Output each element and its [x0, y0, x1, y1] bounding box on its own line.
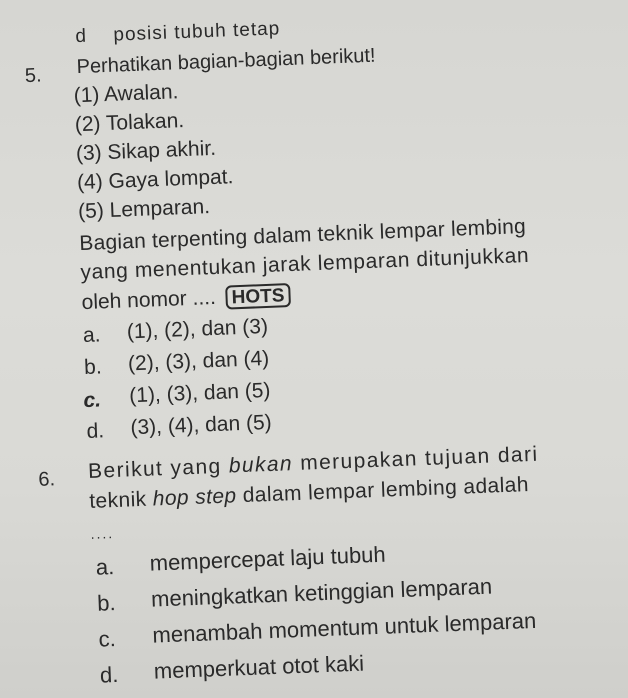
q6-line2-pre: teknik — [88, 487, 154, 513]
prev-option-letter: d — [75, 25, 87, 48]
q6-option-d-letter: d. — [99, 661, 119, 688]
q5-option-b-letter: b. — [83, 355, 103, 380]
q5-item-1: (1) Awalan. — [73, 80, 179, 108]
q5-option-a-text[interactable]: (1), (2), dan (3) — [126, 314, 269, 344]
q5-stem-line-2: yang menentukan jarak lemparan ditunjukkan — [80, 243, 530, 285]
q5-option-c-letter: c. — [82, 388, 102, 413]
q6-ellipsis: .... — [90, 525, 115, 542]
q5-stem-line-1: Bagian terpenting dalam teknik lempar lembing — [78, 214, 527, 256]
q5-option-c-text[interactable]: (1), (3), dan (5) — [128, 378, 271, 408]
q6-option-c-letter: c. — [98, 626, 117, 652]
q6-option-d-text[interactable]: memperkuat otot kaki — [153, 650, 365, 684]
prev-option-text: posisi tubuh tetap — [113, 18, 281, 46]
q6-line2-post: dalam lempar lembing adalah — [236, 473, 530, 508]
q6-line2-em: hop step — [152, 484, 237, 511]
q5-option-d-text[interactable]: (3), (4), dan (5) — [130, 410, 273, 440]
q5-stem-line-3 — [81, 283, 291, 315]
question-6-number: 6. — [38, 468, 56, 491]
q6-line1-em: bukan — [228, 452, 294, 478]
q5-option-a-letter: a. — [82, 323, 101, 348]
question-5-intro: Perhatikan bagian-bagian berikut! — [76, 44, 376, 79]
q6-option-b-letter: b. — [96, 590, 117, 616]
q5-option-b-text[interactable]: (2), (3), dan (4) — [127, 346, 270, 376]
hots-badge: HOTS — [225, 283, 291, 309]
q5-item-3: (3) Sikap akhir. — [75, 136, 217, 166]
q6-line1-pre: Berikut yang — [87, 454, 230, 483]
q5-item-5: (5) Lemparan. — [77, 195, 211, 224]
question-5-number: 5. — [24, 64, 43, 88]
q6-option-a-text[interactable]: mempercepat laju tubuh — [149, 541, 387, 576]
q5-option-d-letter: d. — [86, 419, 105, 443]
q6-option-b-text[interactable]: meningkatkan ketinggian lemparan — [150, 573, 493, 612]
q6-option-c-text[interactable]: menambah momentum untuk lemparan — [152, 607, 537, 648]
q6-line1-post: merupakan tujuan dari — [292, 442, 539, 476]
q6-option-a-letter: a. — [95, 554, 115, 580]
q5-item-2: (2) Tolakan. — [74, 109, 185, 137]
q5-stem-line-3-text: oleh nomor .... — [81, 285, 217, 315]
q5-item-4: (4) Gaya lompat. — [76, 165, 234, 195]
